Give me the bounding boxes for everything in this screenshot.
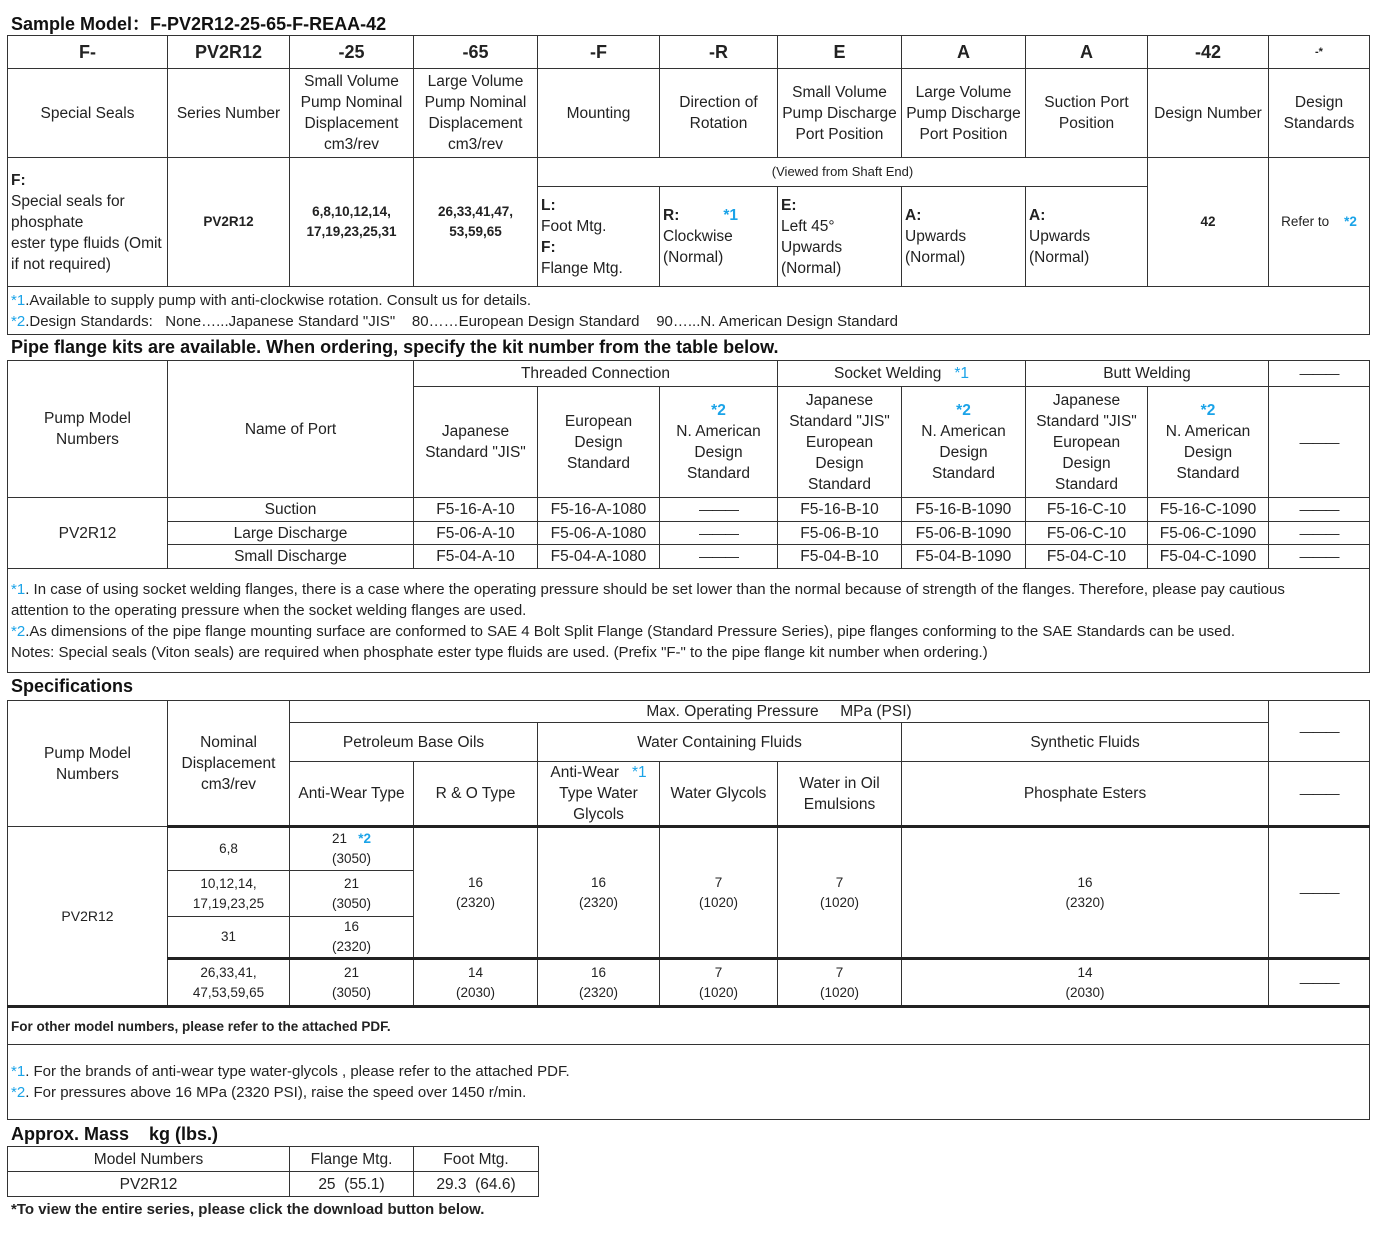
opt-line: (Normal) (1029, 249, 1090, 266)
header-line: European (564, 412, 633, 430)
note-star: *2 (11, 312, 26, 330)
header-line: Pump Nominal (300, 94, 403, 111)
opt-line: (Normal) (781, 259, 842, 277)
code-cell: -R (660, 36, 778, 69)
kit-cell: F5-16-C-1090 (1148, 498, 1269, 522)
note-star: *2 (11, 622, 26, 640)
specs-top-row (8, 701, 1370, 723)
specs-other-row (8, 1007, 1370, 1045)
header-line: Glycols (573, 806, 624, 823)
header-line: Port Position (919, 125, 1008, 143)
header-line: Design (1062, 454, 1111, 472)
header-line: Pump Discharge (782, 104, 897, 122)
header-small-volume (290, 69, 414, 158)
opt-line: Flange Mtg. (541, 259, 623, 277)
opt-line: (Normal) (905, 249, 966, 266)
header-line: Displacement (304, 115, 399, 132)
kit-cell: F5-06-A-10 (414, 522, 538, 545)
value-line: (2320) (455, 894, 496, 910)
mass-cell: 29.3 (64.6) (414, 1172, 539, 1197)
note-line (11, 642, 1367, 663)
header-line: Design (1294, 94, 1344, 111)
note-line (11, 1082, 1367, 1103)
water-header: Water Containing Fluids (538, 723, 902, 762)
kit-cell: F5-04-B-1090 (902, 545, 1026, 569)
kit-cell: F5-16-B-1090 (902, 498, 1026, 522)
note-line (11, 600, 1367, 621)
value-line: 10,12,14, (200, 875, 257, 891)
flange-title: Pipe flange kits are available. When ordering, specify the kit number from the table below. (11, 337, 779, 357)
header-design-standards (1269, 69, 1370, 158)
socket-header (778, 361, 1026, 387)
dash-cell: ——— (1269, 762, 1370, 827)
value-line: 14 (1077, 964, 1093, 980)
aw-water-star: *1 (631, 764, 647, 781)
value-line: 16 (467, 874, 484, 890)
header-line: Pump Model (43, 744, 131, 762)
mass-table (7, 1146, 539, 1197)
disp-cell (168, 959, 290, 1007)
specs-pump-model (8, 701, 168, 827)
value-line: 16 (590, 874, 607, 890)
value-line: 7 (835, 874, 844, 890)
sample-notes-cell (8, 287, 1370, 335)
header-line: Large Volume (915, 83, 1012, 101)
kit-cell: F5-06-B-10 (778, 522, 902, 545)
aw-water-text: Anti-Wear (550, 764, 620, 781)
kit-cell: ——— (1269, 498, 1370, 522)
woe-cell (778, 959, 902, 1007)
ro-cell (414, 827, 538, 959)
rotation-cell (660, 187, 778, 287)
flange-model-cell: PV2R12 (8, 498, 168, 569)
value-line: 7 (714, 874, 723, 890)
header-line: N. American (921, 423, 1006, 440)
seals-line: Special seals for (11, 192, 125, 210)
note-text: attention to the operating pressure when the socket welding flanges are used. (11, 601, 527, 619)
header-line: Pump Discharge (906, 104, 1021, 122)
kit-cell: F5-04-A-10 (414, 545, 538, 569)
value-line: 7 (835, 964, 844, 980)
header-line: Small Volume (792, 83, 887, 101)
header-line: Design (815, 454, 864, 472)
mass-title: Approx. Mass kg (lbs.) (11, 1124, 219, 1144)
aw-value: 21 (331, 831, 347, 846)
value-line: 47,53,59,65 (192, 984, 265, 1000)
nam-star: *2 (1200, 402, 1216, 419)
header-line: Design (574, 433, 623, 451)
flange-group-row (8, 361, 1370, 387)
opt-code: R: (663, 207, 680, 224)
design-std-text: Refer to (1281, 214, 1330, 229)
note-text: .Available to supply pump with anti-clockwise rotation. Consult us for details. (25, 291, 531, 309)
value-line: (3050) (331, 895, 372, 911)
sample-model-title: Sample Model：F-PV2R12-25-65-F-REAA-42 (11, 14, 387, 34)
kit-cell: F5-16-C-10 (1026, 498, 1148, 522)
wg-cell (660, 959, 778, 1007)
header-large-discharge (902, 69, 1026, 158)
header-line: Standard (808, 475, 871, 493)
kit-cell: F5-06-A-1080 (538, 522, 660, 545)
wg-cell (660, 827, 778, 959)
header-line: Type Water (559, 785, 638, 802)
dash-cell: ——— (1269, 701, 1370, 762)
dash-cell: ——— (1269, 387, 1370, 498)
header-line (540, 762, 657, 783)
value-line (292, 829, 411, 849)
small-disp-cell (290, 158, 414, 287)
butt-jis-euro-header (1026, 387, 1148, 498)
opt-line: Upwards (905, 228, 967, 245)
header-design-number: Design Number (1148, 69, 1269, 158)
value-line: 26,33,41, (200, 964, 257, 980)
phosphate-header: Phosphate Esters (902, 762, 1269, 827)
header-large-volume (414, 69, 538, 158)
note-line (11, 290, 1367, 311)
flange-notes-cell (8, 569, 1370, 673)
series-cell: PV2R12 (168, 158, 290, 287)
kit-cell: ——— (660, 498, 778, 522)
socket-nam-header (902, 387, 1026, 498)
design-std-cell (1269, 158, 1370, 287)
disp-cell (168, 871, 290, 917)
header-line: Rotation (689, 115, 748, 132)
header-line: Numbers (56, 765, 119, 783)
specs-notes-row (8, 1045, 1370, 1120)
flange-notes-row (8, 569, 1370, 673)
opt-line: Upwards (781, 238, 843, 256)
water-oil-header (778, 762, 902, 827)
header-line: Displacement (181, 754, 276, 772)
mounting-cell (538, 187, 660, 287)
seals-cell (8, 158, 168, 287)
kit-cell: F5-16-A-1080 (538, 498, 660, 522)
specs-notes-cell (8, 1045, 1370, 1120)
nam-header (660, 387, 778, 498)
petroleum-header: Petroleum Base Oils (290, 723, 538, 762)
header-line: Standard (687, 465, 750, 482)
code-cell: E (778, 36, 902, 69)
header-line: N. American (676, 423, 761, 440)
header-line: Standard (932, 465, 995, 482)
note-text: .As dimensions of the pipe flange mounting surface are conformed to SAE 4 Bolt Split Flange (Standard Pressure Series), pipe flanges conforming to the SAE Standards can be used. (25, 622, 1236, 640)
note-text: Notes: Special seals (Viton seals) are required when phosphate ester type fluids are used. (Prefix "F-" to the pipe flange kit number when ordering.) (11, 643, 988, 661)
value-line: 14 (467, 964, 484, 980)
ro-cell (414, 959, 538, 1007)
header-line: Position (1058, 115, 1115, 132)
value-line: (1020) (698, 984, 739, 1000)
pe-cell (902, 959, 1269, 1007)
viewed-from-cell: (Viewed from Shaft End) (538, 158, 1148, 187)
kit-cell: ——— (660, 545, 778, 569)
flange-table (7, 360, 1370, 673)
sample-model-table (7, 35, 1370, 335)
specs-model-cell: PV2R12 (8, 827, 168, 1007)
port-name: Suction (168, 498, 414, 522)
code-cell: -* (1269, 36, 1370, 69)
disp-line: 17,19,23,25,31 (306, 224, 397, 239)
mass-cell: PV2R12 (8, 1172, 290, 1197)
value-line: (1020) (819, 984, 860, 1000)
value-line: (2320) (331, 939, 372, 954)
value-line: (1020) (698, 894, 739, 910)
dash-cell: ——— (1269, 959, 1370, 1007)
kit-cell: F5-06-B-1090 (902, 522, 1026, 545)
code-cell: -65 (414, 36, 538, 69)
dash-cell: ——— (1269, 827, 1370, 959)
nam-star: *2 (711, 402, 726, 419)
disp-cell: 31 (168, 917, 290, 959)
synthetic-header: Synthetic Fluids (902, 723, 1269, 762)
header-line: Port Position (795, 125, 884, 143)
value-line: (2320) (578, 894, 619, 910)
header-direction (660, 69, 778, 158)
note-star: *1 (11, 291, 26, 309)
seals-line: phosphate (11, 213, 84, 231)
table-row (8, 498, 1370, 522)
flange-pump-model (8, 361, 168, 498)
note-line (11, 1061, 1367, 1082)
code-cell: -42 (1148, 36, 1269, 69)
opt-line: Left 45° (781, 217, 835, 235)
table-row (8, 1172, 539, 1197)
header-line: Large Volume (427, 73, 524, 90)
header-line: Suction Port (1044, 94, 1129, 111)
header-line: cm3/rev (200, 775, 257, 793)
suction-port-cell (1026, 187, 1148, 287)
ro-header: R & O Type (414, 762, 538, 827)
kit-cell: ——— (660, 522, 778, 545)
header-line: cm3/rev (323, 136, 380, 153)
header-small-discharge (778, 69, 902, 158)
mass-header: Model Numbers (8, 1147, 290, 1172)
value-line: (3050) (331, 984, 372, 1000)
seals-line: F: (11, 171, 26, 189)
awwg-cell (538, 959, 660, 1007)
header-line: Standards (1283, 115, 1355, 132)
socket-star: *1 (954, 365, 969, 382)
table-row (8, 545, 1370, 569)
kit-cell: F5-04-B-10 (778, 545, 902, 569)
header-line: Numbers (56, 431, 119, 448)
disp-line: 26,33,41,47, (437, 204, 514, 219)
port-name: Large Discharge (168, 522, 414, 545)
opt-line: F: (541, 238, 556, 256)
kit-cell: F5-16-B-10 (778, 498, 902, 522)
header-line: Pump Nominal (424, 94, 527, 111)
aw-cell (290, 871, 414, 917)
kit-cell: F5-04-A-1080 (538, 545, 660, 569)
code-row (8, 36, 1370, 69)
seals-line: if not required) (11, 255, 111, 273)
code-cell: -F (538, 36, 660, 69)
nam-star: *2 (956, 402, 971, 419)
header-line: Displacement (428, 115, 523, 132)
disp-line: 6,8,10,12,14, (312, 204, 391, 219)
kit-cell: F5-06-C-1090 (1148, 522, 1269, 545)
specs-nominal (168, 701, 290, 827)
value-line: (3050) (331, 851, 372, 866)
value-line: (1020) (819, 894, 860, 910)
header-line: Pump Model (43, 410, 131, 427)
opt-line: Upwards (1029, 228, 1091, 245)
note-text: . In case of using socket welding flanges, there is a case where the operating pressure should be set lower than the normal because of strength of the flanges. Therefore, please pay cautious (25, 580, 1285, 598)
aw-star: *2 (358, 831, 372, 846)
note-line (11, 579, 1367, 600)
header-line: Japanese (805, 391, 874, 409)
header-line: European (805, 433, 874, 451)
other-models-note: For other model numbers, please refer to the attached PDF. (8, 1007, 1370, 1045)
header-special-seals: Special Seals (8, 69, 168, 158)
flange-name-of-port: Name of Port (168, 361, 414, 498)
header-line: Japanese (1052, 391, 1121, 409)
header-line: Emulsions (803, 795, 876, 813)
header-line: Standard (1055, 475, 1118, 493)
note-line (11, 311, 1367, 332)
value-line: 7 (714, 964, 723, 980)
header-suction-port (1026, 69, 1148, 158)
header-line: Direction of (679, 94, 758, 111)
dash-cell: ——— (1269, 361, 1370, 387)
design-std-star: *2 (1344, 214, 1357, 229)
header-line: European (1052, 433, 1121, 451)
opt-line: A: (905, 207, 922, 224)
header-line: cm3/rev (447, 136, 504, 153)
value-line: 16 (1077, 874, 1093, 890)
rotation-star: *1 (723, 207, 739, 224)
note-line (11, 621, 1367, 642)
header-line: Small Volume (304, 73, 399, 90)
aw-cell (290, 959, 414, 1007)
kit-cell: ——— (1269, 522, 1370, 545)
butt-nam-header (1148, 387, 1269, 498)
value-line: (2320) (1065, 894, 1105, 910)
port-name: Small Discharge (168, 545, 414, 569)
mass-header-row (8, 1147, 539, 1172)
opt-line: A: (1029, 207, 1046, 224)
awwg-cell (538, 827, 660, 959)
header-series-number: Series Number (168, 69, 290, 158)
value-line: (2030) (455, 984, 496, 1000)
socket-jis-euro-header (778, 387, 902, 498)
header-line: Design (1183, 444, 1233, 461)
table-row (8, 959, 1370, 1007)
mass-cell: 25 (55.1) (290, 1172, 414, 1197)
kit-cell: F5-04-C-1090 (1148, 545, 1269, 569)
download-note: *To view the entire series, please click the download button below. (11, 1201, 485, 1218)
header-line: Standard "JIS" (789, 412, 890, 430)
mass-header: Flange Mtg. (290, 1147, 414, 1172)
kit-cell: F5-04-C-10 (1026, 545, 1148, 569)
note-text: . For pressures above 16 MPa (2320 PSI), raise the speed over 1450 r/min. (25, 1084, 527, 1101)
jis-header (414, 387, 538, 498)
opt-line (663, 205, 775, 226)
table-row (8, 827, 1370, 871)
sample-notes-row (8, 287, 1370, 335)
code-cell: -25 (290, 36, 414, 69)
header-line: Design (939, 444, 988, 461)
header-line: Standard (567, 454, 630, 472)
value-line: 16 (590, 964, 607, 980)
header-row (8, 69, 1370, 158)
value-line: 21 (343, 964, 360, 980)
header-line: Japanese (441, 423, 510, 440)
specs-title: Specifications (11, 676, 134, 696)
disp-line: 53,59,65 (449, 224, 502, 239)
specs-table (7, 700, 1370, 1120)
note-text: . For the brands of anti-wear type water-glycols , please refer to the attached PDF. (25, 1063, 570, 1080)
code-cell: A (902, 36, 1026, 69)
code-cell: A (1026, 36, 1148, 69)
euro-header (538, 387, 660, 498)
note-star: *2 (11, 1084, 26, 1101)
disp-cell: 6,8 (168, 827, 290, 871)
header-line: N. American (1165, 423, 1251, 440)
header-line: Nominal (200, 733, 257, 751)
note-text: .Design Standards: None…...Japanese Standard "JIS" 80……European Design Standard 90…...N. American Design Standard (25, 312, 898, 330)
header-line: Standard "JIS" (425, 444, 526, 461)
max-pressure-header: Max. Operating Pressure MPa (PSI) (290, 701, 1269, 723)
large-port-cell (902, 187, 1026, 287)
header-line: Design (694, 444, 743, 461)
large-disp-cell (414, 158, 538, 287)
note-star: *1 (11, 580, 26, 598)
butt-header: Butt Welding (1026, 361, 1269, 387)
value-line: 21 (343, 875, 360, 891)
value-line: (2030) (1065, 984, 1105, 1000)
kit-cell: ——— (1269, 545, 1370, 569)
value-line: (2320) (578, 984, 619, 1000)
aw-cell (290, 917, 414, 959)
opt-line: E: (781, 196, 797, 214)
header-line: Standard (1176, 465, 1240, 482)
aw-cell (290, 827, 414, 871)
code-cell: PV2R12 (168, 36, 290, 69)
code-cell: F- (8, 36, 168, 69)
opt-line: (Normal) (663, 249, 724, 266)
opt-line: L: (541, 196, 556, 214)
header-line: Standard "JIS" (1036, 412, 1137, 430)
kit-cell: F5-06-C-10 (1026, 522, 1148, 545)
water-glycols-header: Water Glycols (660, 762, 778, 827)
design-number-cell: 42 (1148, 158, 1269, 287)
seals-line: ester type fluids (Omit (11, 234, 162, 252)
viewed-row (8, 158, 1370, 187)
opt-line: Clockwise (663, 228, 733, 245)
socket-label: Socket Welding (834, 365, 942, 382)
opt-line: Foot Mtg. (541, 217, 607, 235)
anti-wear-header: Anti-Wear Type (290, 762, 414, 827)
header-line: Water in Oil (799, 774, 880, 792)
woe-cell (778, 827, 902, 959)
aw-water-header (538, 762, 660, 827)
pe-cell (902, 827, 1269, 959)
value-line: 16 (343, 919, 360, 934)
threaded-header: Threaded Connection (414, 361, 778, 387)
kit-cell: F5-16-A-10 (414, 498, 538, 522)
header-mounting: Mounting (538, 69, 660, 158)
value-line: 17,19,23,25 (192, 895, 265, 911)
small-port-cell (778, 187, 902, 287)
note-star: *1 (11, 1063, 26, 1080)
table-row (8, 522, 1370, 545)
mass-header: Foot Mtg. (414, 1147, 539, 1172)
